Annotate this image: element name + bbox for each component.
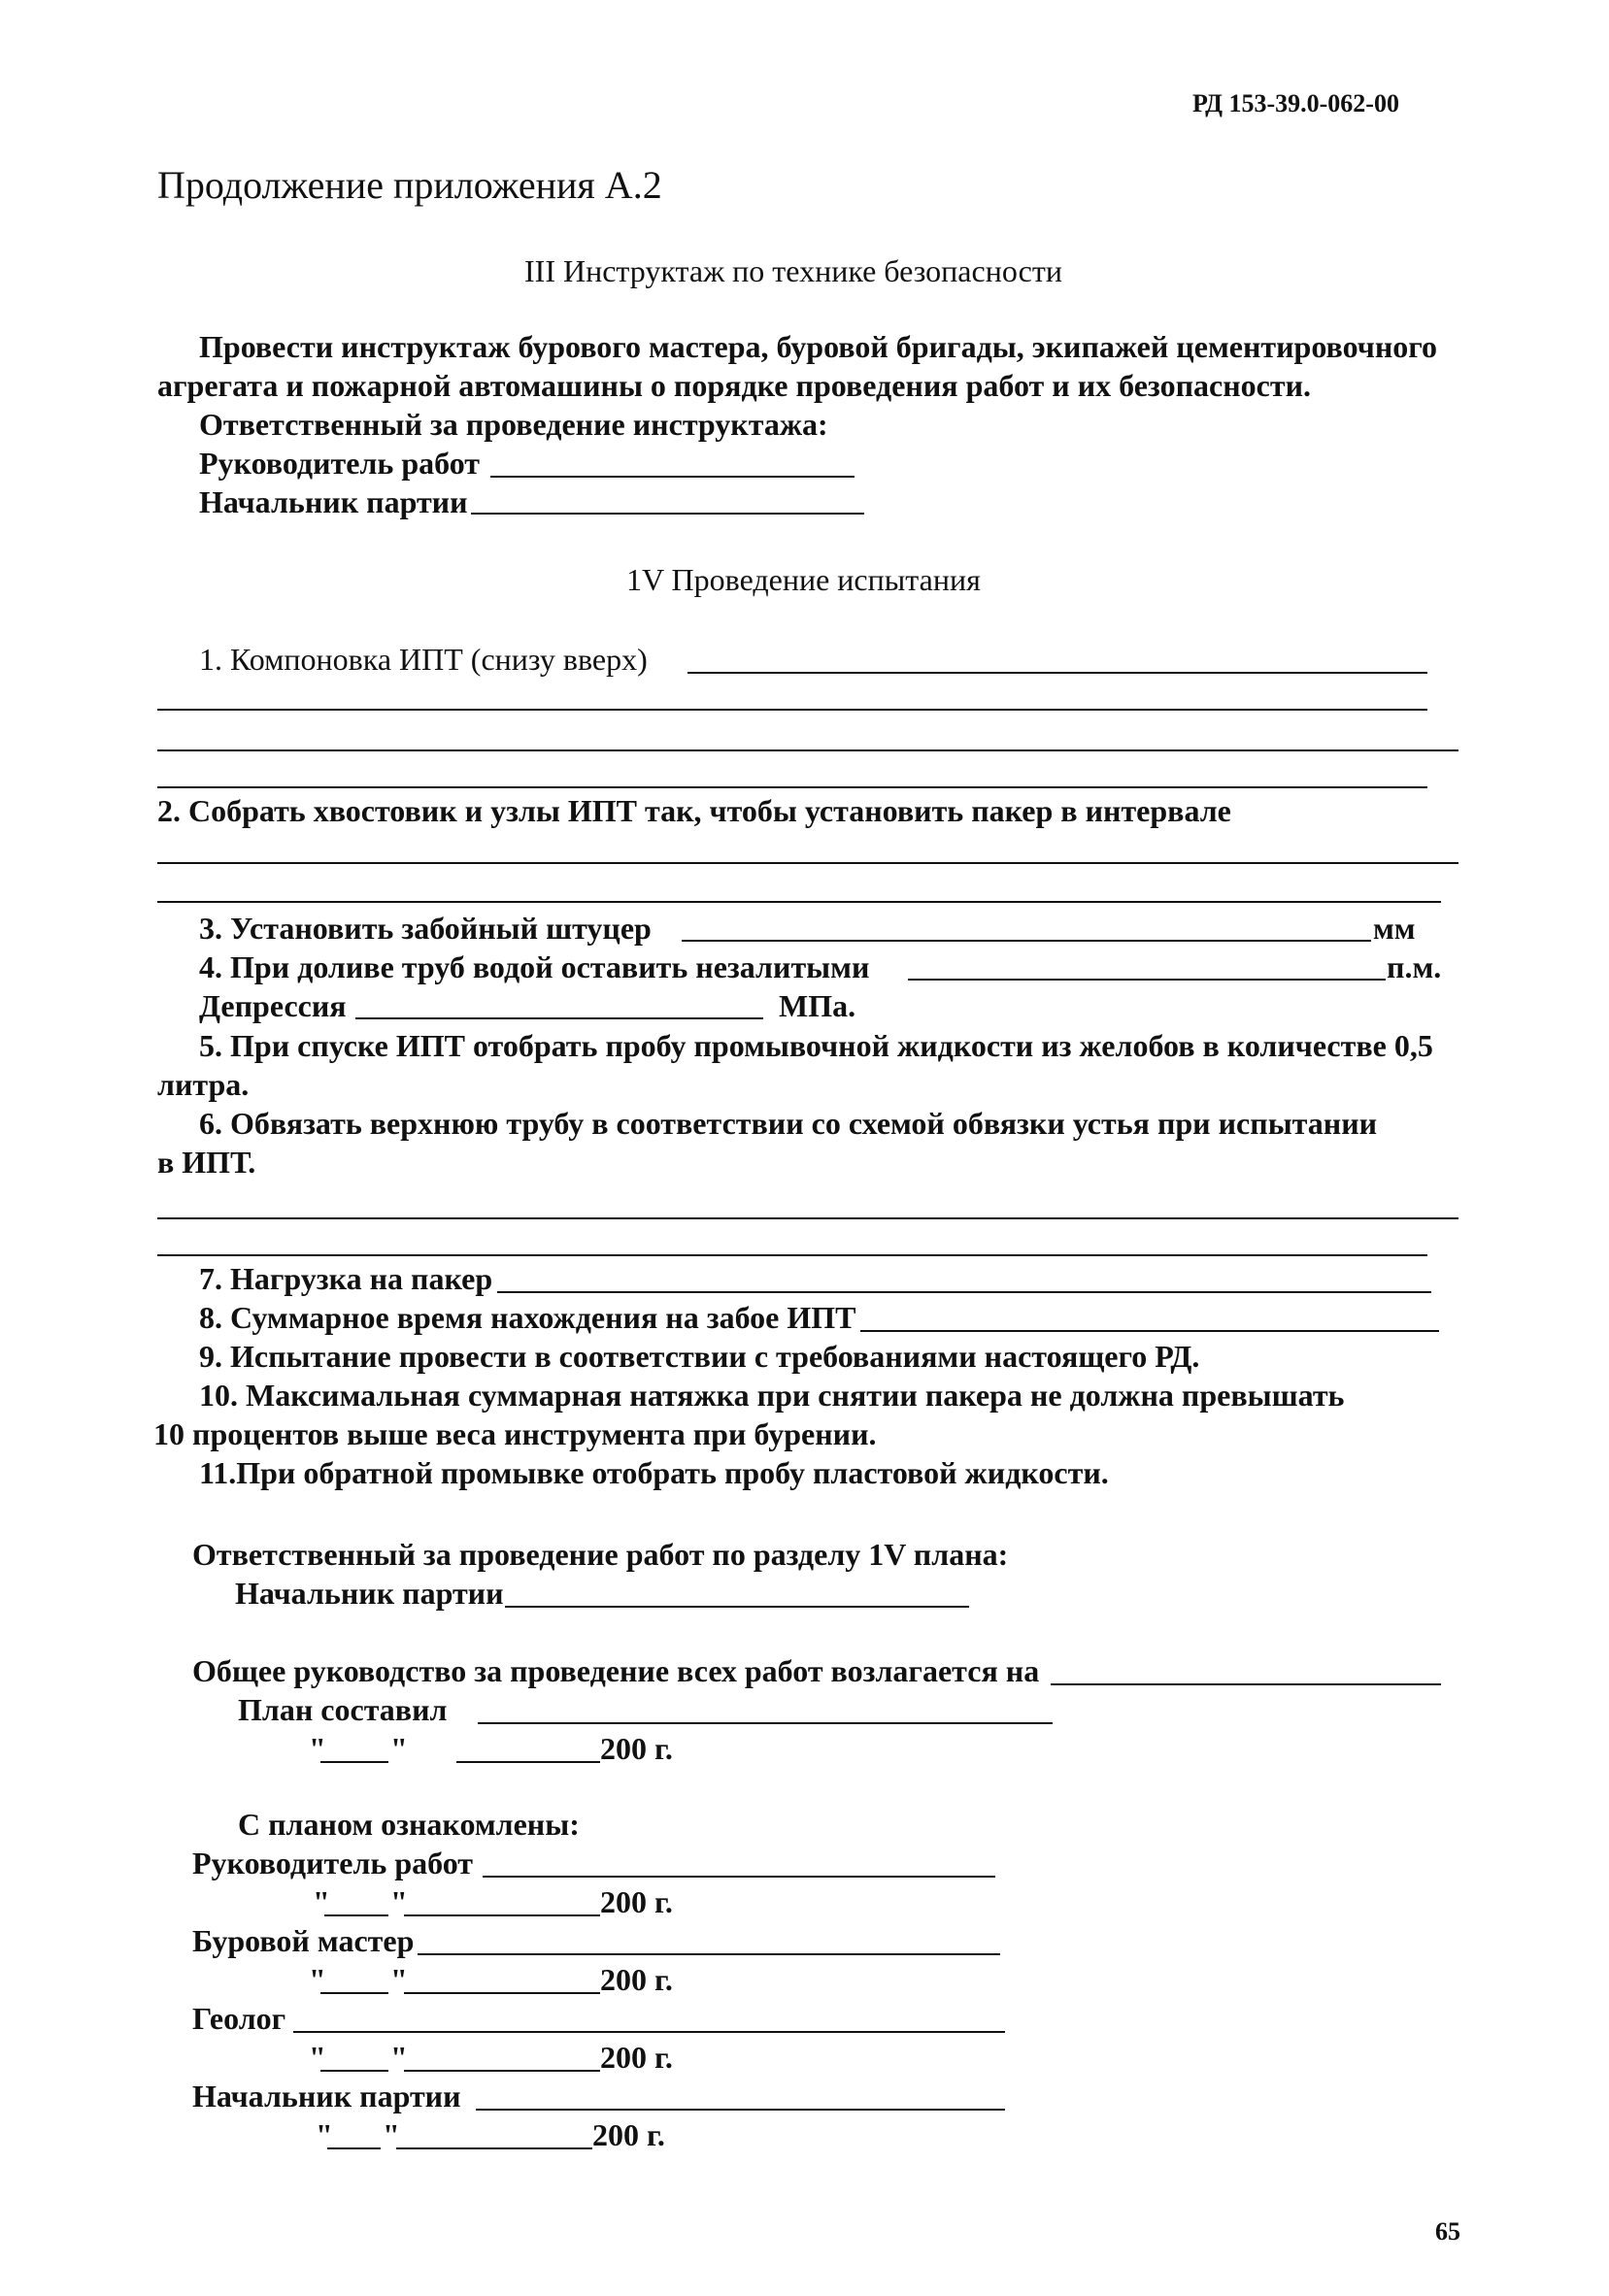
section-4-party-chief-label: Начальник партии [235, 1576, 504, 1611]
item-1-fill-line-3[interactable] [157, 749, 1458, 751]
plan-author-day-line[interactable] [320, 1761, 388, 1763]
briefing-responsible-label: Ответственный за проведение инструктажа: [199, 407, 828, 442]
acquainted-drilling-master-month-line[interactable] [404, 1992, 600, 1994]
plan-author-date-close-quote: " [390, 1731, 408, 1766]
item-8-label: 8. Суммарное время нахождения на забое ИПТ [199, 1300, 856, 1335]
section-4-title: 1V Проведение испытания [626, 562, 981, 597]
item-5-line1: 5. При спуске ИПТ отобрать пробу промывочной жидкости из желобов в количестве 0,5 [199, 1028, 1433, 1063]
section-3-title: III Инструктаж по технике безопасности [524, 253, 1062, 288]
item-1-fill-line[interactable] [687, 672, 1427, 674]
document-code: РД 153-39.0-062-00 [1192, 89, 1399, 117]
acquainted-party-chief-year: 200 г. [592, 2117, 665, 2152]
acquainted-party-chief-label: Начальник партии [192, 2079, 461, 2113]
item-2-fill-line[interactable] [157, 862, 1458, 864]
acquainted-head-of-works-label: Руководитель работ [192, 1846, 473, 1880]
head-of-works-label: Руководитель работ [199, 446, 480, 481]
item-6-fill-line-2[interactable] [157, 1254, 1427, 1256]
item-11-label: 11.При обратной промывке отобрать пробу пластовой жидкости. [199, 1455, 1109, 1490]
acquainted-head-of-works-signature-line[interactable] [483, 1876, 995, 1878]
item-10-line1: 10. Максимальная суммарная натяжка при снятии пакера не должна превышать [199, 1378, 1345, 1413]
item-2-label: 2. Собрать хвостовик и узлы ИПТ так, чтобы установить пакер в интервале [157, 793, 1231, 828]
general-management-fill-line[interactable] [1051, 1683, 1441, 1685]
acquainted-geologist-open-quote: " [309, 2040, 326, 2075]
acquainted-drilling-master-day-line[interactable] [320, 1992, 388, 1994]
acquainted-title: С планом ознакомлены: [238, 1807, 580, 1842]
head-of-works-signature-line[interactable] [490, 476, 855, 478]
acquainted-head-of-works-open-quote: " [313, 1884, 330, 1919]
item-3-label: 3. Установить забойный штуцер [199, 911, 652, 946]
item-4-label: 4. При доливе труб водой оставить незалитыми [199, 949, 870, 984]
plan-author-label: План составил [238, 1692, 448, 1727]
item-4-unit: п.м. [1387, 949, 1442, 984]
party-chief-label: Начальник партии [199, 484, 468, 519]
acquainted-drilling-master-year: 200 г. [600, 1962, 673, 1997]
item-5-line2: литра. [157, 1067, 250, 1102]
acquainted-drilling-master-open-quote: " [309, 1962, 326, 1997]
acquainted-geologist-month-line[interactable] [404, 2070, 600, 2072]
item-6-fill-line[interactable] [157, 1217, 1458, 1219]
acquainted-geologist-close-quote: " [390, 2040, 408, 2075]
section-3-para-line2: агрегата и пожарной автомашины о порядке проведения работ и их безопасности. [157, 368, 1312, 403]
depression-label: Депрессия [199, 988, 347, 1023]
acquainted-party-chief-day-line[interactable] [327, 2147, 381, 2149]
acquainted-party-chief-open-quote: " [316, 2117, 333, 2152]
item-10-line2: 10 процентов выше веса инструмента при бурении. [153, 1416, 877, 1451]
item-9-label: 9. Испытание провести в соответствии с требованиями настоящего РД. [199, 1339, 1200, 1374]
section-4-responsible-label: Ответственный за проведение работ по разделу 1V плана: [192, 1537, 1009, 1572]
acquainted-geologist-year: 200 г. [600, 2040, 673, 2075]
acquainted-drilling-master-label: Буровой мастер [192, 1923, 415, 1958]
acquainted-drilling-master-close-quote: " [390, 1962, 408, 1997]
item-6-line2: в ИПТ. [157, 1145, 256, 1180]
acquainted-party-chief-close-quote: " [383, 2117, 400, 2152]
acquainted-head-of-works-month-line[interactable] [404, 1914, 600, 1916]
plan-author-year: 200 г. [600, 1731, 673, 1766]
acquainted-head-of-works-close-quote: " [390, 1884, 408, 1919]
acquainted-party-chief-signature-line[interactable] [476, 2109, 1005, 2111]
plan-author-month-line[interactable] [456, 1761, 600, 1763]
item-4-fill-line[interactable] [908, 979, 1386, 981]
item-2-fill-line-2[interactable] [157, 901, 1441, 903]
section-4-party-chief-signature-line[interactable] [505, 1606, 969, 1608]
item-1-fill-line-2[interactable] [157, 709, 1427, 711]
item-1-fill-line-4[interactable] [157, 786, 1427, 788]
acquainted-geologist-signature-line[interactable] [293, 2031, 1005, 2033]
party-chief-signature-line[interactable] [471, 513, 864, 515]
plan-author-date-open-quote: " [309, 1731, 326, 1766]
item-8-fill-line[interactable] [860, 1330, 1439, 1332]
section-3-para-line1: Провести инструктаж бурового мастера, буровой бригады, экипажей цементировочного [199, 329, 1437, 364]
item-3-fill-line[interactable] [682, 940, 1371, 942]
item-7-label: 7. Нагрузка на пакер [199, 1261, 493, 1296]
depression-fill-line[interactable] [355, 1017, 763, 1019]
acquainted-drilling-master-signature-line[interactable] [418, 1953, 1000, 1955]
acquainted-geologist-day-line[interactable] [320, 2070, 388, 2072]
acquainted-head-of-works-day-line[interactable] [324, 1914, 388, 1916]
continuation-title: Продолжение приложения А.2 [157, 163, 662, 207]
plan-author-signature-line[interactable] [478, 1722, 1053, 1724]
item-7-fill-line[interactable] [497, 1291, 1431, 1293]
acquainted-party-chief-month-line[interactable] [396, 2147, 592, 2149]
acquainted-geologist-label: Геолог [192, 2001, 286, 2036]
item-6-line1: 6. Обвязать верхнюю трубу в соответствии со схемой обвязки устья при испытании [199, 1106, 1378, 1141]
item-1-label: 1. Компоновка ИПТ (снизу вверх) [199, 642, 648, 677]
general-management-label: Общее руководство за проведение всех работ возлагается на [192, 1653, 1040, 1688]
item-3-unit: мм [1373, 911, 1416, 946]
page-number: 65 [1435, 2217, 1460, 2246]
depression-unit: МПа. [779, 988, 856, 1023]
acquainted-head-of-works-year: 200 г. [600, 1884, 673, 1919]
